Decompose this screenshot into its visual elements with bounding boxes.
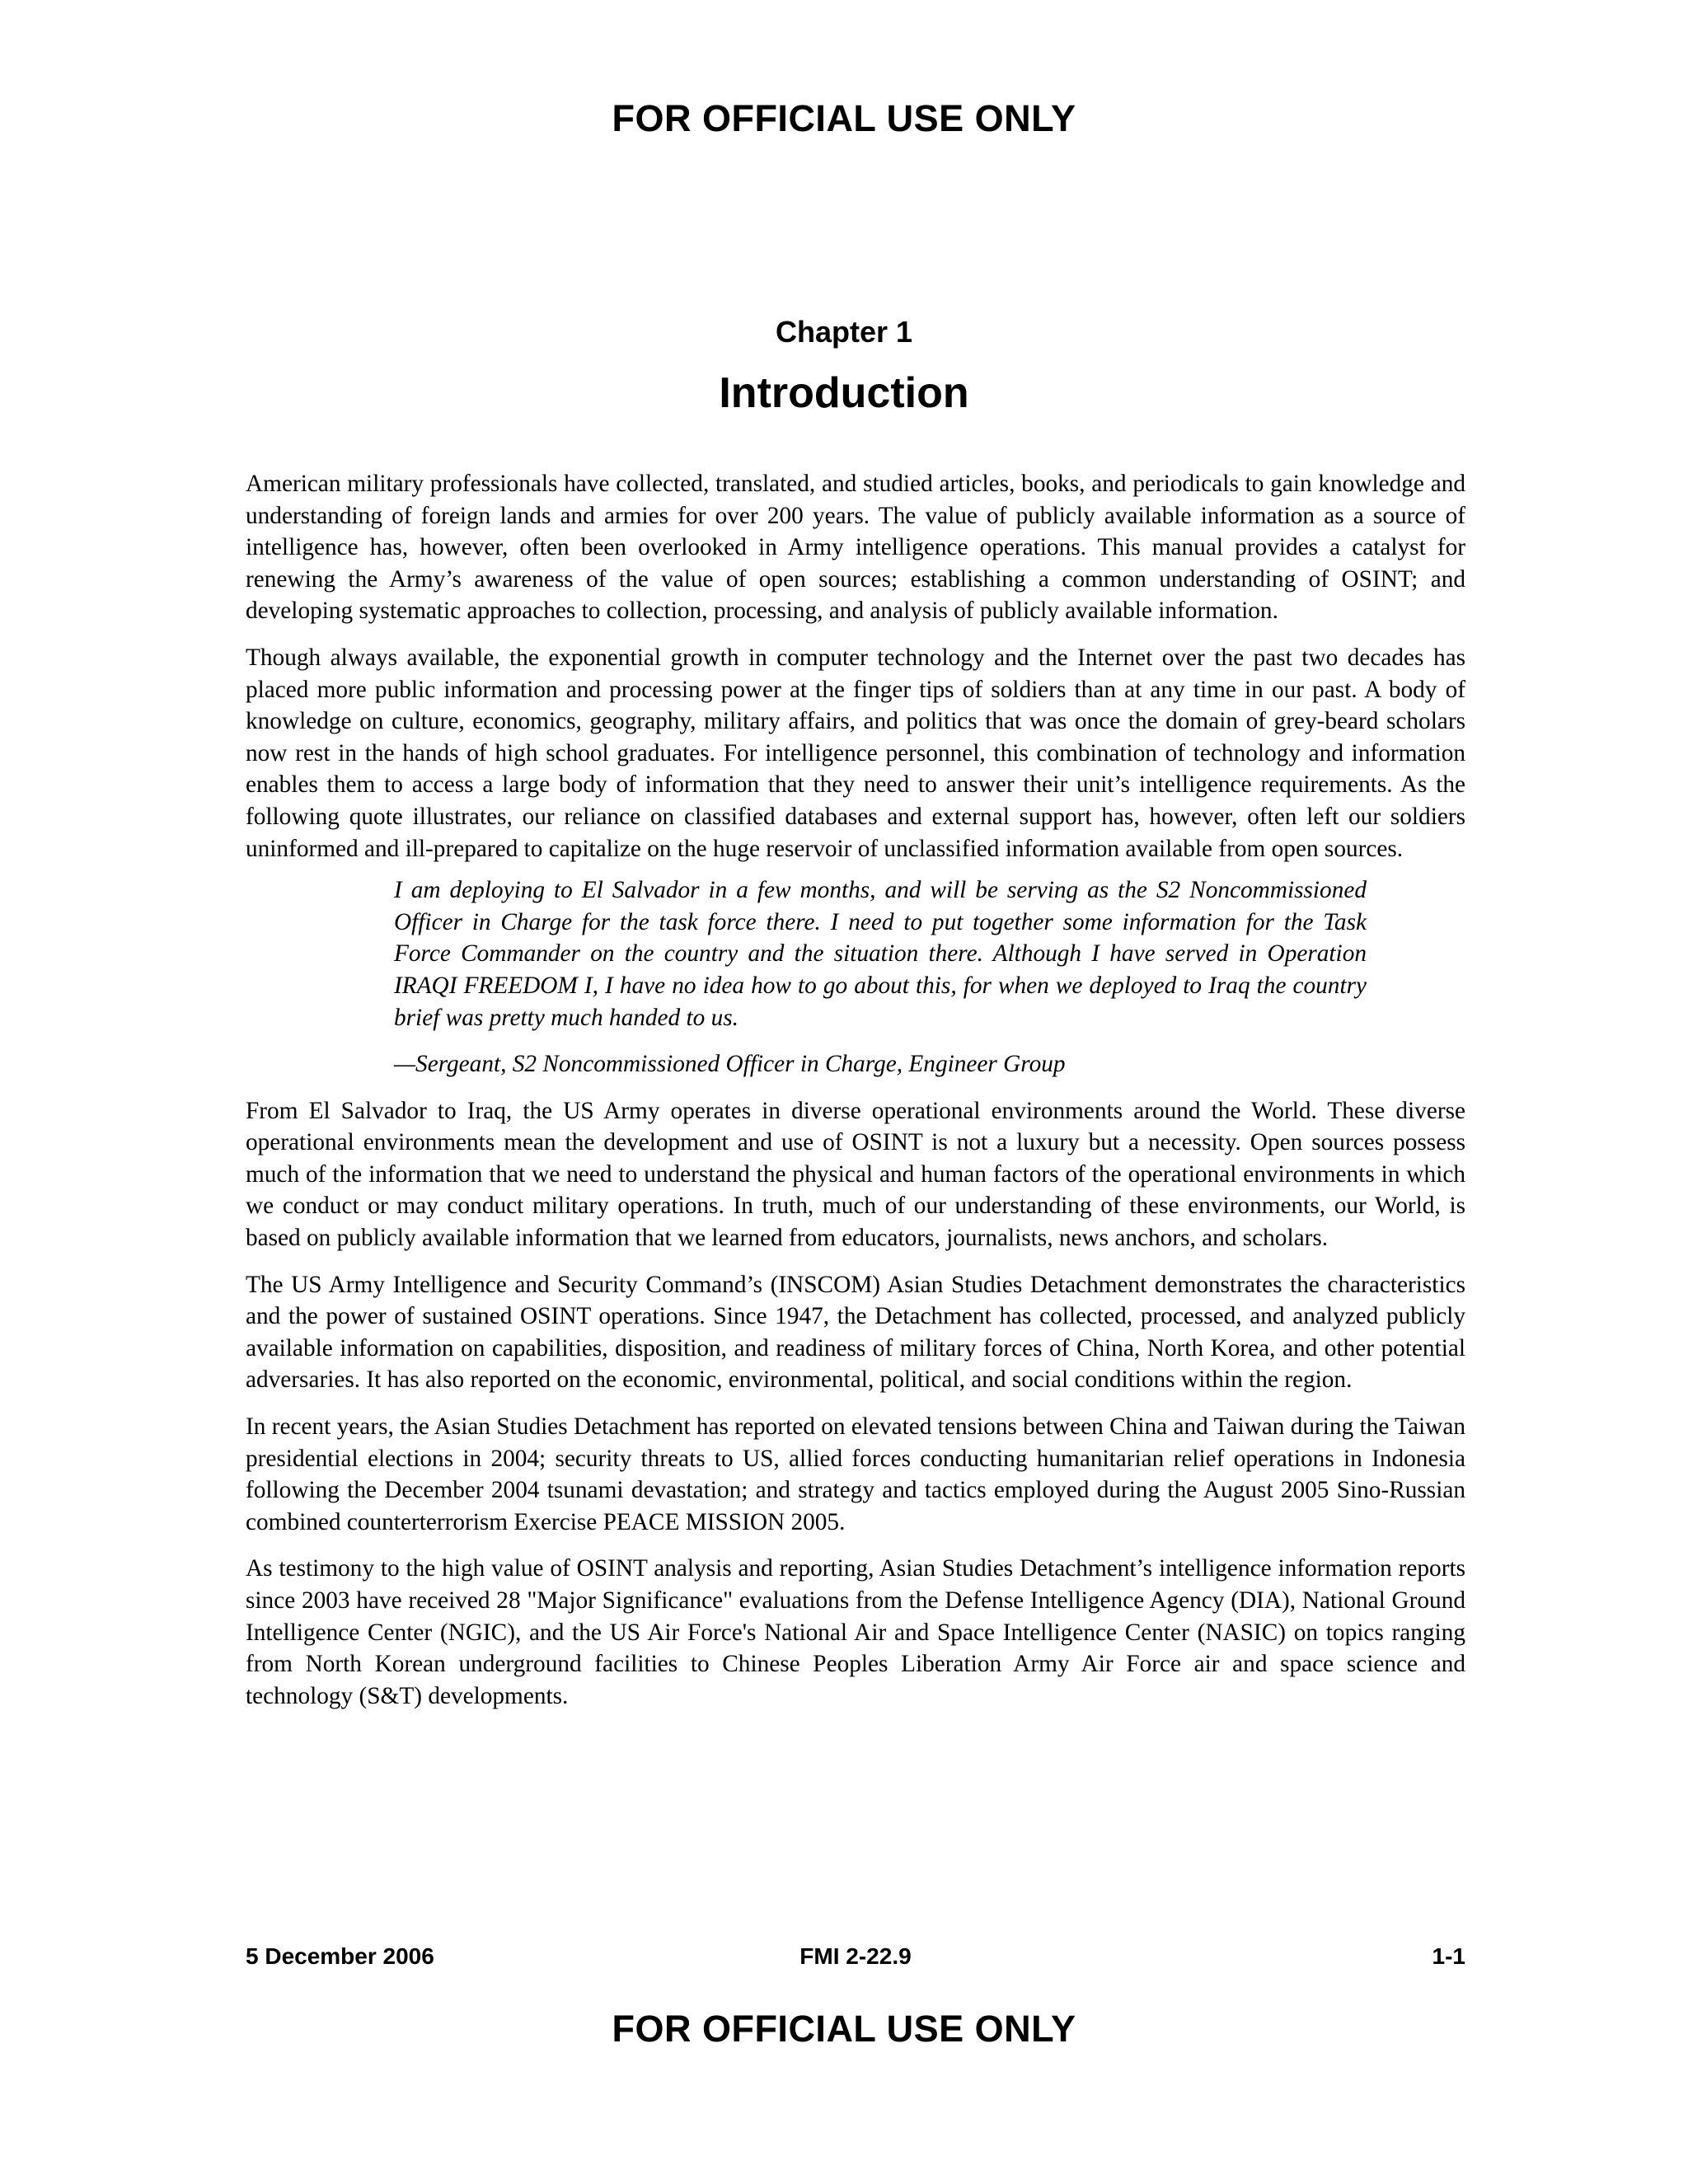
paragraph: American military professionals have collected, translated, and studied articles, books, and periodicals to gain knowledge and understanding of foreign lands and armies for over 200 years. The value of publicly available information as a source of intelligence has, however, often been overlooked in Army intelligence operations. This manual provides a catalyst for renewing the Army’s awareness of the value of open sources; establishing a common understanding of OSINT; and developing systematic approaches to collection, processing, and analysis of publicly available information. [246, 471, 1465, 625]
paragraph: Though always available, the exponential growth in computer technology and the Internet over the past two decades has placed more public information and processing power at the finger tips of soldiers than at any time in our past. A body of knowledge on culture, economics, geography, military affairs, and politics that was once the domain of grey-beard scholars now rest in the hands of high school graduates. For intelligence personnel, this combination of technology and information enables them to access a large body of information that they need to answer their unit’s intelligence requirements. As the following quote illustrates, our reliance on classified databases and external support has, however, often left our soldiers uninformed and ill-prepared to capitalize on the huge reservoir of unclassified information available from open sources. [246, 644, 1465, 862]
block-quote [394, 874, 1367, 1080]
footer-date: 5 December 2006 [246, 1943, 434, 1969]
classification-banner-bottom: FOR OFFICIAL USE ONLY [612, 2008, 1076, 2050]
paragraph: As testimony to the high value of OSINT analysis and reporting, Asian Studies Detachment’s intelligence information reports since 2003 have received 28 "Major Significance" evaluations from the Defense Intelligence Agency (DIA), National Ground Intelligence Center (NGIC), and the US Air Force's National Air and Space Intelligence Center (NASIC) on topics ranging from North Korean underground facilities to Chinese Peoples Liberation Army Air Force air and space science and technology (S&T) developments. [246, 1555, 1465, 1709]
body-text [246, 468, 1465, 1727]
paragraph: In recent years, the Asian Studies Detachment has reported on elevated tensions between China and Taiwan during the Taiwan presidential elections in 2004; security threats to US, allied forces conducting humanitarian relief operations in Indonesia following the December 2004 tsunami devastation; and strategy and tactics employed during the August 2005 Sino-Russian combined counterterrorism Exercise PEACE MISSION 2005. [246, 1413, 1465, 1535]
footer-page-number: 1-1 [1432, 1943, 1465, 1969]
quote-attribution: —Sergeant, S2 Noncommissioned Officer in Charge, Engineer Group [394, 1051, 1066, 1078]
classification-banner-top: FOR OFFICIAL USE ONLY [612, 97, 1076, 139]
footer-document-id: FMI 2-22.9 [799, 1943, 912, 1969]
chapter-title: Introduction [719, 369, 969, 417]
chapter-number: Chapter 1 [775, 315, 913, 349]
paragraph: From El Salvador to Iraq, the US Army operates in diverse operational environments around the World. These diverse operational environments mean the development and use of OSINT is not a luxury but a necessity. Open sources possess much of the information that we need to understand the physical and human factors of the operational environments in which we conduct or may conduct military operations. In truth, much of our understanding of these environments, our World, is based on publicly available information that we learned from educators, journalists, news anchors, and scholars. [246, 1097, 1465, 1252]
quote-text: I am deploying to El Salvador in a few months, and will be serving as the S2 Noncommissioned Officer in Charge for the task force there. I need to put together some information for the Task Force Commander on the country and the situation there. Although I have served in Operation IRAQI FREEDOM I, I have no idea how to go about this, for when we deployed to Iraq the country brief was pretty much handed to us. [394, 877, 1367, 1031]
page-footer [246, 1943, 1465, 1976]
paragraph: The US Army Intelligence and Security Command’s (INSCOM) Asian Studies Detachment demonstrates the characteristics and the power of sustained OSINT operations. Since 1947, the Detachment has collected, processed, and analyzed publicly available information on capabilities, disposition, and readiness of military forces of China, North Korea, and other potential adversaries. It has also reported on the economic, environmental, political, and social conditions within the region. [246, 1271, 1465, 1394]
